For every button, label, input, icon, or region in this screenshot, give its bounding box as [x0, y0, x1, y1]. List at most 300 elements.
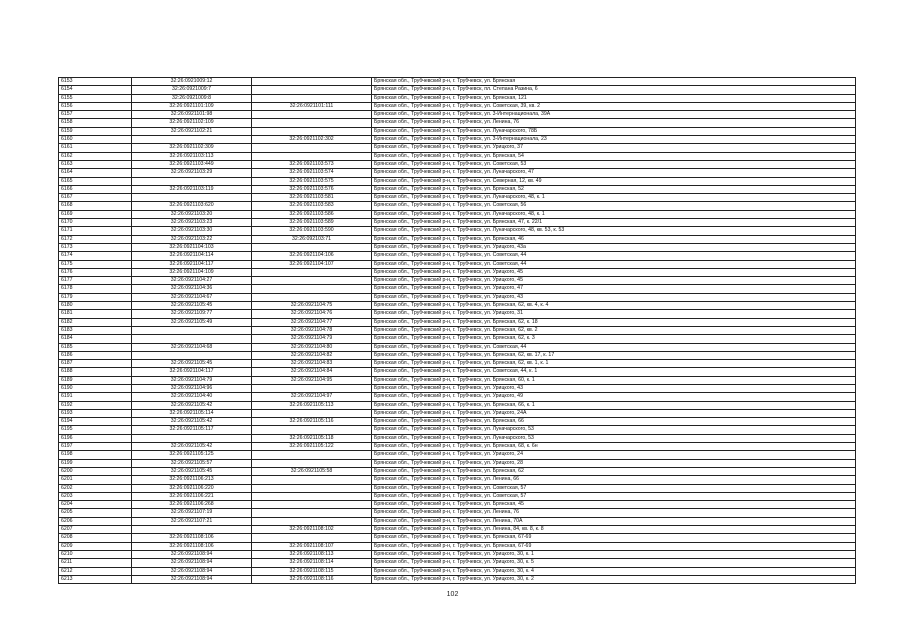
- address-cell: Брянская обл., Трубчевский р-н, г. Трубчевск, ул. Луначарского, 47: [372, 169, 856, 177]
- cadastral-number-cell: 32:26:0921101:109: [132, 102, 252, 110]
- row-number-cell: 6177: [59, 277, 132, 285]
- row-number-cell: 6195: [59, 426, 132, 434]
- parent-cadastral-number-cell: 32:26:0921104:95: [252, 376, 372, 384]
- address-cell: Брянская обл., Трубчевский р-н, г. Трубчевск, ул. Луначарского, 53: [372, 426, 856, 434]
- address-cell: Брянская обл., Трубчевский р-н, г. Трубчевск, ул. Брянская, 66: [372, 418, 856, 426]
- table-row: [59, 169, 856, 177]
- address-cell: Брянская обл., Трубчевский р-н, г. Трубчевск, ул. Брянская, 54: [372, 152, 856, 160]
- row-number-cell: 6200: [59, 467, 132, 475]
- parent-cadastral-number-cell: [252, 426, 372, 434]
- cadastral-number-cell: 32:26:0921104:103: [132, 243, 252, 251]
- table-row: [59, 335, 856, 343]
- table-row: [59, 492, 856, 500]
- cadastral-number-cell: [132, 136, 252, 144]
- cadastral-number-cell: 32:26:0921108:94: [132, 567, 252, 575]
- cadastral-number-cell: 32:26:0921103:22: [132, 235, 252, 243]
- cadastral-number-cell: 32:26:0921104:40: [132, 393, 252, 401]
- cadastral-number-cell: 32:26:0921103:20: [132, 210, 252, 218]
- parent-cadastral-number-cell: 32:26:0921104:80: [252, 343, 372, 351]
- cadastral-number-cell: 32:26:0921103:119: [132, 185, 252, 193]
- table-row: [59, 509, 856, 517]
- row-number-cell: 6165: [59, 177, 132, 185]
- table-row: [59, 368, 856, 376]
- table-row: [59, 393, 856, 401]
- parent-cadastral-number-cell: 32:26:0921103:576: [252, 185, 372, 193]
- parent-cadastral-number-cell: 32:26:0921105:116: [252, 418, 372, 426]
- address-cell: Брянская обл., Трубчевский р-н, г. Трубчевск, ул. 3-Интернационала, 23: [372, 136, 856, 144]
- cadastral-register-table: [58, 77, 856, 584]
- table-row: [59, 559, 856, 567]
- table-row: [59, 94, 856, 102]
- table-row: [59, 434, 856, 442]
- row-number-cell: 6171: [59, 227, 132, 235]
- row-number-cell: 6168: [59, 202, 132, 210]
- table-row: [59, 243, 856, 251]
- parent-cadastral-number-cell: 32:26:0921104:107: [252, 260, 372, 268]
- parent-cadastral-number-cell: 32:26:0921105:58: [252, 467, 372, 475]
- cadastral-number-cell: 32:26:0921102:21: [132, 127, 252, 135]
- parent-cadastral-number-cell: 32:26:0921104:97: [252, 393, 372, 401]
- row-number-cell: 6187: [59, 360, 132, 368]
- row-number-cell: 6172: [59, 235, 132, 243]
- table-row: [59, 550, 856, 558]
- table-row: [59, 210, 856, 218]
- table-row: [59, 384, 856, 392]
- row-number-cell: 6189: [59, 376, 132, 384]
- address-cell: Брянская обл., Трубчевский р-н, г. Трубчевск, ул. Советская, 56: [372, 202, 856, 210]
- table-row: [59, 467, 856, 475]
- parent-cadastral-number-cell: 32:26:0921103:583: [252, 202, 372, 210]
- row-number-cell: 6184: [59, 335, 132, 343]
- row-number-cell: 6211: [59, 559, 132, 567]
- parent-cadastral-number-cell: [252, 517, 372, 525]
- address-cell: Брянская обл., Трубчевский р-н, г. Трубчевск, ул. Урицкого, 49: [372, 393, 856, 401]
- cadastral-number-cell: 32:26:0921106:221: [132, 492, 252, 500]
- row-number-cell: 6185: [59, 343, 132, 351]
- cadastral-number-cell: 32:26:0921105:45: [132, 467, 252, 475]
- address-cell: Брянская обл., Трубчевский р-н, г. Трубчевск, ул. Урицкого, 30, к. 1: [372, 550, 856, 558]
- address-cell: Брянская обл., Трубчевский р-н, г. Трубчевск, ул. Брянская, 67-69: [372, 542, 856, 550]
- parent-cadastral-number-cell: [252, 127, 372, 135]
- table-row: [59, 343, 856, 351]
- row-number-cell: 6179: [59, 293, 132, 301]
- parent-cadastral-number-cell: 32:26:0921105:122: [252, 443, 372, 451]
- table-row: [59, 268, 856, 276]
- parent-cadastral-number-cell: 32:26:0921103:589: [252, 219, 372, 227]
- parent-cadastral-number-cell: [252, 78, 372, 86]
- parent-cadastral-number-cell: 32:26:0921108:107: [252, 542, 372, 550]
- address-cell: Брянская обл., Трубчевский р-н, г. Трубчевск, ул. Советская, 44: [372, 260, 856, 268]
- row-number-cell: 6154: [59, 86, 132, 94]
- address-cell: Брянская обл., Трубчевский р-н, г. Трубчевск, ул. Северная, 12, кв. 49: [372, 177, 856, 185]
- cadastral-number-cell: 32:26:0921109:77: [132, 310, 252, 318]
- cadastral-number-cell: 32:26:0921103:449: [132, 160, 252, 168]
- table-row: [59, 102, 856, 110]
- address-cell: Брянская обл., Трубчевский р-н, г. Трубчевск, ул. Брянская, 45: [372, 501, 856, 509]
- table-row: [59, 136, 856, 144]
- table-row: [59, 144, 856, 152]
- row-number-cell: 6193: [59, 409, 132, 417]
- row-number-cell: 6160: [59, 136, 132, 144]
- parent-cadastral-number-cell: 32:26:0921104:77: [252, 318, 372, 326]
- cadastral-number-cell: [132, 326, 252, 334]
- parent-cadastral-number-cell: [252, 484, 372, 492]
- table-row: [59, 119, 856, 127]
- table-row: [59, 484, 856, 492]
- table-row: [59, 517, 856, 525]
- cadastral-number-cell: 32:26:0921106:268: [132, 501, 252, 509]
- address-cell: Брянская обл., Трубчевский р-н, г. Трубчевск, ул. Ленина, 84, кв. 8, к. 8: [372, 526, 856, 534]
- cadastral-number-cell: [132, 335, 252, 343]
- cadastral-number-cell: 32:26:0921108:106: [132, 534, 252, 542]
- parent-cadastral-number-cell: 32:26:0921104:78: [252, 326, 372, 334]
- address-cell: Брянская обл., Трубчевский р-н, г. Трубчевск, ул. Урицкого, 30, к. 2: [372, 575, 856, 583]
- table-row: [59, 285, 856, 293]
- cadastral-number-cell: 32:26:0921108:94: [132, 575, 252, 583]
- address-cell: Брянская обл., Трубчевский р-н, г. Трубчевск, ул. Ленина, 76: [372, 119, 856, 127]
- row-number-cell: 6181: [59, 310, 132, 318]
- parent-cadastral-number-cell: [252, 384, 372, 392]
- parent-cadastral-number-cell: [252, 451, 372, 459]
- cadastral-number-cell: 32:26:0921106:213: [132, 476, 252, 484]
- table-row: [59, 501, 856, 509]
- table-row: [59, 310, 856, 318]
- register-table-body: [59, 78, 856, 584]
- address-cell: Брянская обл., Трубчевский р-н, г. Трубчевск, ул. 3-Интернационала, 39А: [372, 111, 856, 119]
- row-number-cell: 6157: [59, 111, 132, 119]
- address-cell: Брянская обл., Трубчевский р-н, г. Трубчевск, ул. Брянская, 62, кв. 17, к. 17: [372, 351, 856, 359]
- parent-cadastral-number-cell: [252, 501, 372, 509]
- table-row: [59, 351, 856, 359]
- cadastral-number-cell: 32:26:0921104:67: [132, 293, 252, 301]
- address-cell: Брянская обл., Трубчевский р-н, г. Трубчевск, ул. Брянская, 62, кв. 4, к. 4: [372, 302, 856, 310]
- address-cell: Брянская обл., Трубчевский р-н, г. Трубчевск, ул. Луначарского, 48, к. 1: [372, 194, 856, 202]
- cadastral-number-cell: 32:26:0921107:21: [132, 517, 252, 525]
- address-cell: Брянская обл., Трубчевский р-н, г. Трубчевск, ул. Урицкого, 31: [372, 310, 856, 318]
- parent-cadastral-number-cell: [252, 459, 372, 467]
- address-cell: Брянская обл., Трубчевский р-н, г. Трубчевск, ул. Советская, 44: [372, 343, 856, 351]
- parent-cadastral-number-cell: 32:26:0921108:115: [252, 567, 372, 575]
- parent-cadastral-number-cell: 32:26:0921104:79: [252, 335, 372, 343]
- table-row: [59, 235, 856, 243]
- row-number-cell: 6191: [59, 393, 132, 401]
- page-number: 102: [446, 591, 459, 598]
- row-number-cell: 6178: [59, 285, 132, 293]
- cadastral-number-cell: 32:26:0921009:8: [132, 94, 252, 102]
- row-number-cell: 6155: [59, 94, 132, 102]
- row-number-cell: 6208: [59, 534, 132, 542]
- row-number-cell: 6213: [59, 575, 132, 583]
- row-number-cell: 6203: [59, 492, 132, 500]
- row-number-cell: 6180: [59, 302, 132, 310]
- row-number-cell: 6164: [59, 169, 132, 177]
- table-row: [59, 194, 856, 202]
- cadastral-number-cell: 32:26:0921101:98: [132, 111, 252, 119]
- cadastral-number-cell: 32:26:0921104:68: [132, 343, 252, 351]
- table-row: [59, 476, 856, 484]
- table-row: [59, 418, 856, 426]
- address-cell: Брянская обл., Трубчевский р-н, г. Трубчевск, ул. Урицкого, 43: [372, 293, 856, 301]
- row-number-cell: 6207: [59, 526, 132, 534]
- cadastral-number-cell: 32:26:0921104:114: [132, 252, 252, 260]
- parent-cadastral-number-cell: 32:26:092103:71: [252, 235, 372, 243]
- cadastral-number-cell: 32:26:0921104:96: [132, 384, 252, 392]
- address-cell: Брянская обл., Трубчевский р-н, г. Трубчевск, ул. Брянская, 60, к. 1: [372, 376, 856, 384]
- row-number-cell: 6175: [59, 260, 132, 268]
- parent-cadastral-number-cell: [252, 119, 372, 127]
- parent-cadastral-number-cell: [252, 293, 372, 301]
- parent-cadastral-number-cell: 32:26:0921108:116: [252, 575, 372, 583]
- address-cell: Брянская обл., Трубчевский р-н, г. Трубчевск, ул. Урицкого, 45: [372, 277, 856, 285]
- parent-cadastral-number-cell: [252, 268, 372, 276]
- parent-cadastral-number-cell: [252, 86, 372, 94]
- table-row: [59, 260, 856, 268]
- parent-cadastral-number-cell: [252, 534, 372, 542]
- address-cell: Брянская обл., Трубчевский р-н, г. Трубчевск, ул. Луначарского, 53: [372, 434, 856, 442]
- row-number-cell: 6190: [59, 384, 132, 392]
- table-row: [59, 426, 856, 434]
- parent-cadastral-number-cell: 32:26:0921104:75: [252, 302, 372, 310]
- parent-cadastral-number-cell: 32:26:0921104:76: [252, 310, 372, 318]
- address-cell: Брянская обл., Трубчевский р-н, г. Трубчевск, пл. Степана Разина, 6: [372, 86, 856, 94]
- address-cell: Брянская обл., Трубчевский р-н, г. Трубчевск, ул. Урицкого, 45: [372, 268, 856, 276]
- cadastral-number-cell: 32:26:0921104:79: [132, 376, 252, 384]
- table-row: [59, 526, 856, 534]
- address-cell: Брянская обл., Трубчевский р-н, г. Трубчевск, ул. Брянская, 46: [372, 235, 856, 243]
- address-cell: Брянская обл., Трубчевский р-н, г. Трубчевск, ул. Брянская: [372, 78, 856, 86]
- row-number-cell: 6166: [59, 185, 132, 193]
- table-row: [59, 277, 856, 285]
- address-cell: Брянская обл., Трубчевский р-н, г. Трубчевск, ул. Ленина, 76: [372, 509, 856, 517]
- parent-cadastral-number-cell: 32:26:0921108:113: [252, 550, 372, 558]
- table-row: [59, 160, 856, 168]
- row-number-cell: 6188: [59, 368, 132, 376]
- cadastral-number-cell: 32:26:0921103:620: [132, 202, 252, 210]
- cadastral-number-cell: [132, 177, 252, 185]
- address-cell: Брянская обл., Трубчевский р-н, г. Трубчевск, ул. Урицкого, 43: [372, 384, 856, 392]
- row-number-cell: 6197: [59, 443, 132, 451]
- row-number-cell: 6209: [59, 542, 132, 550]
- table-row: [59, 376, 856, 384]
- parent-cadastral-number-cell: 32:26:0921104:83: [252, 360, 372, 368]
- address-cell: Брянская обл., Трубчевский р-н, г. Трубчевск, ул. Урицкого, 47: [372, 285, 856, 293]
- row-number-cell: 6161: [59, 144, 132, 152]
- row-number-cell: 6183: [59, 326, 132, 334]
- parent-cadastral-number-cell: 32:26:0921104:82: [252, 351, 372, 359]
- cadastral-number-cell: 32:26:0921105:117: [132, 426, 252, 434]
- row-number-cell: 6153: [59, 78, 132, 86]
- parent-cadastral-number-cell: 32:26:0921103:573: [252, 160, 372, 168]
- table-row: [59, 542, 856, 550]
- cadastral-number-cell: 32:26:0921105:45: [132, 302, 252, 310]
- row-number-cell: 6158: [59, 119, 132, 127]
- address-cell: Брянская обл., Трубчевский р-н, г. Трубчевск, ул. Брянская, 62, к. 3: [372, 335, 856, 343]
- address-cell: Брянская обл., Трубчевский р-н, г. Трубчевск, ул. Луначарского, 78Б: [372, 127, 856, 135]
- address-cell: Брянская обл., Трубчевский р-н, г. Трубчевск, ул. Брянская, 52: [372, 185, 856, 193]
- address-cell: Брянская обл., Трубчевский р-н, г. Трубчевск, ул. Брянская, 68, к. 6н: [372, 443, 856, 451]
- address-cell: Брянская обл., Трубчевский р-н, г. Трубчевск, ул. Брянская, 62, кв. 1, к. 1: [372, 360, 856, 368]
- address-cell: Брянская обл., Трубчевский р-н, г. Трубчевск, ул. Урицкого, 30, к. 4: [372, 567, 856, 575]
- cadastral-number-cell: 32:26:0921105:42: [132, 401, 252, 409]
- cadastral-number-cell: [132, 351, 252, 359]
- parent-cadastral-number-cell: [252, 277, 372, 285]
- table-row: [59, 302, 856, 310]
- table-row: [59, 326, 856, 334]
- parent-cadastral-number-cell: 32:26:0921102:302: [252, 136, 372, 144]
- cadastral-number-cell: 32:26:0921009:7: [132, 86, 252, 94]
- parent-cadastral-number-cell: [252, 492, 372, 500]
- table-row: [59, 202, 856, 210]
- cadastral-number-cell: 32:26:0921105:42: [132, 418, 252, 426]
- address-cell: Брянская обл., Трубчевский р-н, г. Трубчевск, ул. Советская, 57: [372, 492, 856, 500]
- parent-cadastral-number-cell: [252, 111, 372, 119]
- row-number-cell: 6162: [59, 152, 132, 160]
- table-row: [59, 534, 856, 542]
- table-row: [59, 185, 856, 193]
- cadastral-number-cell: 32:26:0921105:45: [132, 360, 252, 368]
- table-row: [59, 443, 856, 451]
- table-row: [59, 451, 856, 459]
- table-row: [59, 409, 856, 417]
- cadastral-number-cell: 32:26:0921105:114: [132, 409, 252, 417]
- address-cell: Брянская обл., Трубчевский р-н, г. Трубчевск, ул. Луначарского, 48, к. 1: [372, 210, 856, 218]
- address-cell: Брянская обл., Трубчевский р-н, г. Трубчевск, ул. Брянская, 66, к. 1: [372, 401, 856, 409]
- table-row: [59, 252, 856, 260]
- address-cell: Брянская обл., Трубчевский р-н, г. Трубчевск, ул. Урицкого, 30, к. 5: [372, 559, 856, 567]
- row-number-cell: 6173: [59, 243, 132, 251]
- address-cell: Брянская обл., Трубчевский р-н, г. Трубчевск, ул. Луначарского, 48, кв. 53, к. 53: [372, 227, 856, 235]
- cadastral-number-cell: 32:26:0921104:109: [132, 268, 252, 276]
- parent-cadastral-number-cell: 32:26:0921108:114: [252, 559, 372, 567]
- parent-cadastral-number-cell: 32:26:0921104:84: [252, 368, 372, 376]
- row-number-cell: 6194: [59, 418, 132, 426]
- row-number-cell: 6186: [59, 351, 132, 359]
- row-number-cell: 6204: [59, 501, 132, 509]
- cadastral-number-cell: 32:26:0921104:117: [132, 260, 252, 268]
- table-row: [59, 227, 856, 235]
- parent-cadastral-number-cell: [252, 94, 372, 102]
- table-row: [59, 575, 856, 583]
- parent-cadastral-number-cell: [252, 243, 372, 251]
- row-number-cell: 6174: [59, 252, 132, 260]
- cadastral-number-cell: 32:26:0921105:125: [132, 451, 252, 459]
- table-row: [59, 567, 856, 575]
- parent-cadastral-number-cell: 32:26:0921103:574: [252, 169, 372, 177]
- address-cell: Брянская обл., Трубчевский р-н, г. Трубчевск, ул. Брянская, 47, к. 22/1: [372, 219, 856, 227]
- row-number-cell: 6192: [59, 401, 132, 409]
- parent-cadastral-number-cell: [252, 509, 372, 517]
- address-cell: Брянская обл., Трубчевский р-н, г. Трубчевск, ул. Советская, 44, к. 1: [372, 368, 856, 376]
- parent-cadastral-number-cell: 32:26:0921103:575: [252, 177, 372, 185]
- table-row: [59, 360, 856, 368]
- row-number-cell: 6206: [59, 517, 132, 525]
- parent-cadastral-number-cell: [252, 476, 372, 484]
- address-cell: Брянская обл., Трубчевский р-н, г. Трубчевск, ул. Урицкого, 28: [372, 459, 856, 467]
- cadastral-number-cell: 32:26:0921105:49: [132, 318, 252, 326]
- address-cell: Брянская обл., Трубчевский р-н, г. Трубчевск, ул. Брянская, 62: [372, 467, 856, 475]
- address-cell: Брянская обл., Трубчевский р-н, г. Трубчевск, ул. Ленина, 70А: [372, 517, 856, 525]
- cadastral-number-cell: [132, 526, 252, 534]
- address-cell: Брянская обл., Трубчевский р-н, г. Трубчевск, ул. Брянская, 62, к. 18: [372, 318, 856, 326]
- cadastral-number-cell: 32:26:0921103:30: [132, 227, 252, 235]
- parent-cadastral-number-cell: [252, 285, 372, 293]
- row-number-cell: 6202: [59, 484, 132, 492]
- address-cell: Брянская обл., Трубчевский р-н, г. Трубчевск, ул. Брянская, 67-69: [372, 534, 856, 542]
- row-number-cell: 6176: [59, 268, 132, 276]
- address-cell: Брянская обл., Трубчевский р-н, г. Трубчевск, ул. Советская, 57: [372, 484, 856, 492]
- parent-cadastral-number-cell: 32:26:0921108:102: [252, 526, 372, 534]
- cadastral-number-cell: 32:26:0921104:27: [132, 277, 252, 285]
- parent-cadastral-number-cell: [252, 144, 372, 152]
- row-number-cell: 6182: [59, 318, 132, 326]
- table-row: [59, 127, 856, 135]
- row-number-cell: 6159: [59, 127, 132, 135]
- parent-cadastral-number-cell: 32:26:0921103:586: [252, 210, 372, 218]
- cadastral-number-cell: 32:26:0921104:117: [132, 368, 252, 376]
- address-cell: Брянская обл., Трубчевский р-н, г. Трубчевск, ул. Брянская, 121: [372, 94, 856, 102]
- address-cell: Брянская обл., Трубчевский р-н, г. Трубчевск, ул. Урицкого, 43а: [372, 243, 856, 251]
- cadastral-number-cell: 32:26:0921105:57: [132, 459, 252, 467]
- row-number-cell: 6156: [59, 102, 132, 110]
- cadastral-number-cell: 32:26:0921103:23: [132, 219, 252, 227]
- parent-cadastral-number-cell: 32:26:0921103:581: [252, 194, 372, 202]
- row-number-cell: 6163: [59, 160, 132, 168]
- row-number-cell: 6170: [59, 219, 132, 227]
- table-row: [59, 78, 856, 86]
- table-row: [59, 86, 856, 94]
- table-row: [59, 111, 856, 119]
- row-number-cell: 6205: [59, 509, 132, 517]
- parent-cadastral-number-cell: [252, 152, 372, 160]
- row-number-cell: 6196: [59, 434, 132, 442]
- cadastral-number-cell: [132, 434, 252, 442]
- row-number-cell: 6198: [59, 451, 132, 459]
- row-number-cell: 6201: [59, 476, 132, 484]
- table-row: [59, 152, 856, 160]
- parent-cadastral-number-cell: 32:26:0921105:113: [252, 401, 372, 409]
- address-cell: Брянская обл., Трубчевский р-н, г. Трубчевск, ул. Советская, 39, кв. 2: [372, 102, 856, 110]
- row-number-cell: 6169: [59, 210, 132, 218]
- cadastral-number-cell: 32:26:0921103:113: [132, 152, 252, 160]
- address-cell: Брянская обл., Трубчевский р-н, г. Трубчевск, ул. Урицкого, 37: [372, 144, 856, 152]
- cadastral-number-cell: 32:26:0921106:220: [132, 484, 252, 492]
- cadastral-number-cell: 32:26:0921102:309: [132, 144, 252, 152]
- cadastral-number-cell: 32:26:0921107:19: [132, 509, 252, 517]
- parent-cadastral-number-cell: 32:26:0921105:118: [252, 434, 372, 442]
- cadastral-number-cell: 32:26:0921108:94: [132, 559, 252, 567]
- parent-cadastral-number-cell: 32:26:0921103:590: [252, 227, 372, 235]
- parent-cadastral-number-cell: 32:26:0921104:106: [252, 252, 372, 260]
- table-row: [59, 177, 856, 185]
- parent-cadastral-number-cell: [252, 409, 372, 417]
- cadastral-number-cell: 32:26:0921103:29: [132, 169, 252, 177]
- address-cell: Брянская обл., Трубчевский р-н, г. Трубчевск, ул. Ленина, 66: [372, 476, 856, 484]
- cadastral-number-cell: 32:26:0921108:106: [132, 542, 252, 550]
- row-number-cell: 6210: [59, 550, 132, 558]
- row-number-cell: 6167: [59, 194, 132, 202]
- cadastral-number-cell: 32:26:0921102:109: [132, 119, 252, 127]
- cadastral-number-cell: 32:26:0921009:12: [132, 78, 252, 86]
- cadastral-number-cell: 32:26:0921104:36: [132, 285, 252, 293]
- address-cell: Брянская обл., Трубчевский р-н, г. Трубчевск, ул. Советская, 44: [372, 252, 856, 260]
- cadastral-number-cell: 32:26:0921105:42: [132, 443, 252, 451]
- table-row: [59, 293, 856, 301]
- address-cell: Брянская обл., Трубчевский р-н, г. Трубчевск, ул. Урицкого, 24А: [372, 409, 856, 417]
- cadastral-number-cell: [132, 194, 252, 202]
- table-row: [59, 459, 856, 467]
- address-cell: Брянская обл., Трубчевский р-н, г. Трубчевск, ул. Брянская, 62, кв. 2: [372, 326, 856, 334]
- table-row: [59, 401, 856, 409]
